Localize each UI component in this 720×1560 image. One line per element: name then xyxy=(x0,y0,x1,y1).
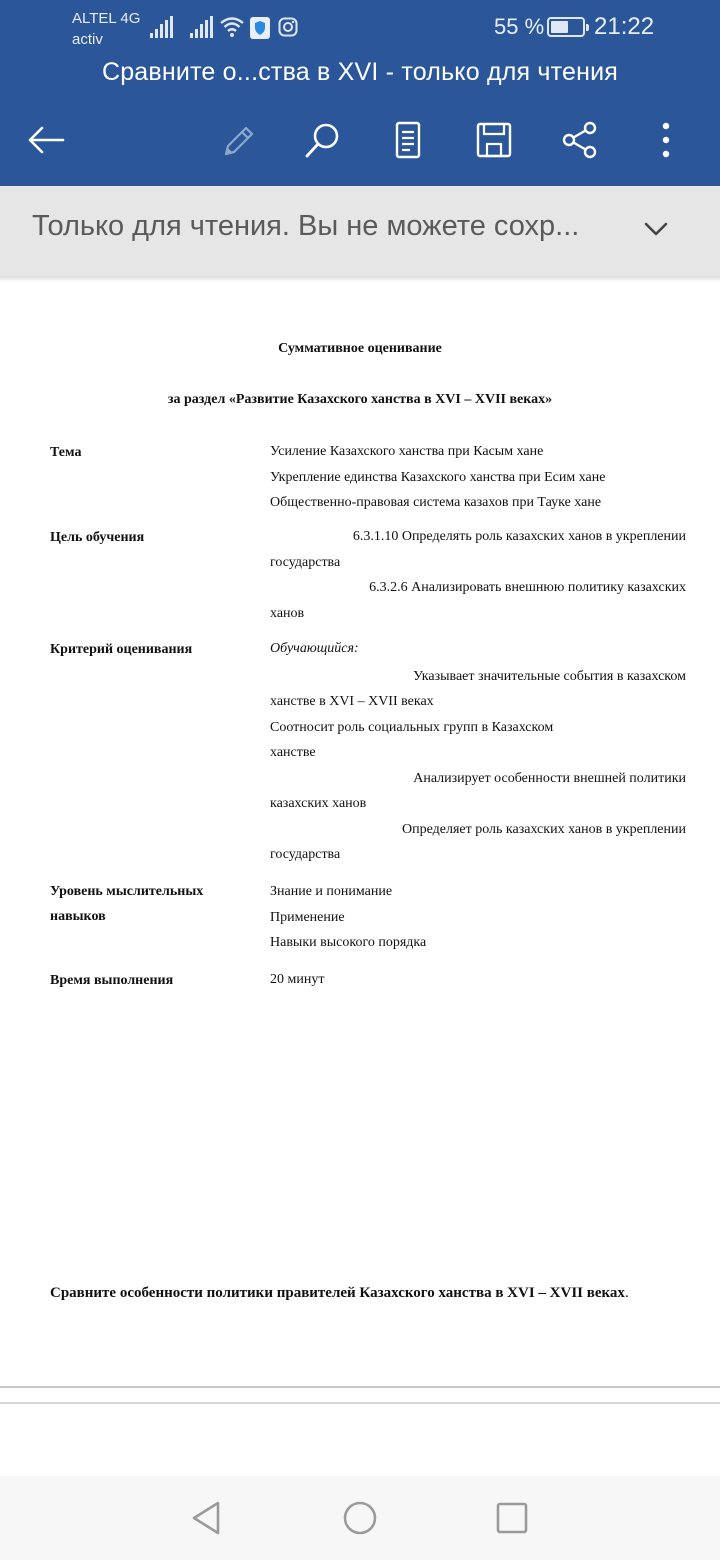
wifi-icon xyxy=(219,15,245,39)
share-icon xyxy=(560,120,600,160)
page-gap xyxy=(0,1388,720,1402)
row-value-topic xyxy=(270,439,686,516)
battery-icon xyxy=(547,17,585,37)
skills-line: Навыки высокого порядка xyxy=(270,935,427,950)
system-nav-bar xyxy=(0,1476,720,1560)
search-icon xyxy=(302,120,342,160)
doc-subheading: за раздел «Развитие Казахского ханства в XVI – XVII веках» xyxy=(167,392,553,407)
read-only-message: Только для чтения. Вы не можете сохр... xyxy=(32,210,580,242)
row-label-criteria: Критерий оценивания xyxy=(50,642,193,657)
task-period: . xyxy=(624,1285,629,1301)
read-only-banner[interactable] xyxy=(0,186,720,276)
row-value-time xyxy=(270,967,686,993)
task-text xyxy=(50,1285,629,1302)
signal-icon xyxy=(150,16,174,38)
skills-label-line: Уровень мыслительных xyxy=(50,884,204,899)
row-label-goal: Цель обучения xyxy=(50,530,145,545)
criteria-line: казахских ханов xyxy=(270,796,367,811)
row-label-time: Время выполнения xyxy=(50,973,174,988)
task-sentence: Сравните особенности политики правителей Казахского ханства в XVI – XVII веках xyxy=(50,1285,625,1301)
share-button[interactable] xyxy=(552,112,608,168)
save-icon xyxy=(474,120,514,160)
carrier-name: ALTEL 4G xyxy=(72,10,141,27)
goal-line: 6.3.1.10 Определять роль казахских ханов в укреплении xyxy=(352,529,686,544)
toolbar xyxy=(0,112,720,168)
doc-heading: Суммативное оценивание xyxy=(278,341,442,356)
pencil-icon xyxy=(216,120,256,160)
row-value-skills xyxy=(270,879,686,956)
criteria-line: государства xyxy=(270,847,341,862)
edit-button[interactable] xyxy=(208,112,264,168)
topic-line: Укрепление единства Казахского ханства при Есим хане xyxy=(270,469,606,485)
nav-back-icon[interactable] xyxy=(186,1498,226,1538)
carrier-info xyxy=(72,8,140,50)
topic-line: Усиление Казахского ханства при Касым хане xyxy=(270,444,544,459)
goal-line: 6.3.2.6 Анализировать внешнюю политику казахских xyxy=(369,580,686,595)
document-page[interactable] xyxy=(0,282,720,1386)
save-button[interactable] xyxy=(466,112,522,168)
back-arrow-icon xyxy=(26,125,66,155)
reading-view-button[interactable] xyxy=(380,112,436,168)
criteria-line: Определяет роль казахских ханов в укреплении xyxy=(402,821,686,837)
app-header xyxy=(0,0,720,186)
criteria-line: Обучающийся: xyxy=(270,641,359,656)
reading-view-icon xyxy=(388,120,428,160)
skills-line: Применение xyxy=(270,909,345,925)
status-bar xyxy=(0,0,720,54)
nav-home-icon[interactable] xyxy=(340,1498,380,1538)
search-button[interactable] xyxy=(294,112,350,168)
more-options-button[interactable] xyxy=(638,112,694,168)
criteria-line: Соотносит роль социальных групп в Казахском xyxy=(270,719,554,735)
time-line: 20 минут xyxy=(270,972,325,987)
criteria-line: ханстве в XVI – XVII веках xyxy=(270,694,434,709)
document-title-bar: Сравните о...ства в XVI - только для чтения xyxy=(101,58,619,86)
skills-label-line: навыков xyxy=(50,909,106,924)
back-button[interactable] xyxy=(18,112,74,168)
status-time: 21:22 xyxy=(594,13,655,40)
topic-line: Общественно-правовая система казахов при Тауке хане xyxy=(270,495,602,510)
shield-icon xyxy=(250,17,270,39)
page-divider xyxy=(0,1402,720,1404)
nav-recents-icon[interactable] xyxy=(492,1498,532,1538)
goal-line: государства xyxy=(270,554,341,570)
battery-level xyxy=(551,21,568,33)
goal-line: ханов xyxy=(270,605,305,621)
battery-percent: 55 % xyxy=(494,14,545,39)
criteria-line: ханстве xyxy=(270,745,316,760)
instagram-icon xyxy=(278,17,298,37)
more-icon xyxy=(646,120,686,160)
criteria-line: Анализирует особенности внешней политики xyxy=(413,770,686,786)
signal-icon xyxy=(190,16,214,38)
chevron-down-icon[interactable] xyxy=(644,208,668,252)
carrier-sub: activ xyxy=(72,31,103,48)
row-label-topic: Тема xyxy=(50,445,82,460)
row-value-criteria xyxy=(270,636,686,868)
row-label-skills xyxy=(50,879,203,929)
row-value-goal xyxy=(270,524,686,626)
criteria-line: Указывает значительные события в казахском xyxy=(413,668,686,684)
skills-line: Знание и понимание xyxy=(270,884,393,899)
